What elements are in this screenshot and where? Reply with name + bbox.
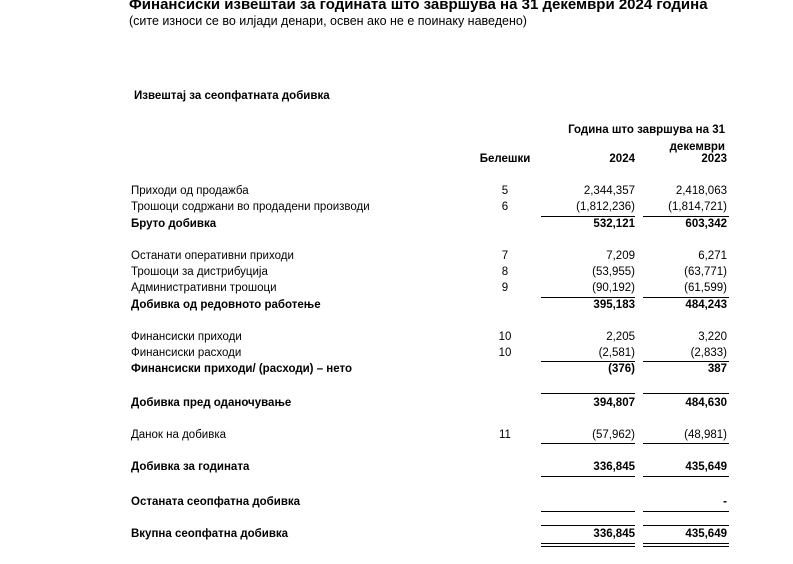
period-header-line1: Година што завршува на 31: [568, 124, 725, 136]
subtotal-rule: [643, 361, 729, 362]
row-value-2023: 484,243: [685, 299, 727, 311]
double-underline-rule: [541, 543, 635, 544]
row-value-2023: -: [723, 496, 727, 508]
subtotal-rule: [643, 511, 729, 512]
document-title: Финансиски извештаи за годината што завршува на 31 декември 2024 година: [129, 0, 708, 13]
row-label: Административни трошоци: [131, 282, 277, 294]
subtotal-rule: [541, 511, 635, 512]
double-underline-rule: [643, 546, 729, 547]
subtotal-rule: [541, 443, 635, 444]
row-value-2024: (1,812,236): [576, 201, 635, 213]
row-note: 5: [501, 185, 509, 197]
row-label: Финансиски расходи: [131, 347, 242, 359]
row-value-2024: 2,205: [606, 331, 635, 343]
row-value-2023: 603,342: [685, 218, 727, 230]
row-label: Данок на добивка: [131, 429, 227, 441]
row-value-2023: 484,630: [685, 397, 727, 409]
row-value-2024: (53,955): [592, 266, 635, 278]
row-value-2023: 435,649: [685, 528, 727, 540]
row-value-2023: (1,814,721): [668, 201, 727, 213]
table-row-total: [0, 528, 793, 544]
row-value-2024: 336,845: [593, 528, 635, 540]
row-value-2024: 7,209: [606, 250, 635, 262]
section-title: Извештај за сеопфатната добивка: [134, 90, 330, 102]
row-note: 9: [501, 282, 509, 294]
subtotal-rule: [643, 443, 729, 444]
row-label: Добивка за годината: [131, 461, 250, 473]
row-value-2024: (90,192): [592, 282, 635, 294]
row-value-2023: 6,271: [698, 250, 727, 262]
row-value-2024: (2,581): [598, 347, 635, 359]
row-note: 8: [501, 266, 509, 278]
row-note: 7: [501, 250, 509, 262]
row-note: 10: [498, 347, 512, 359]
table-row-subtotal: [0, 299, 793, 315]
row-note: 10: [498, 331, 512, 343]
year-2023-header: 2023: [701, 153, 727, 165]
row-label: Трошоци содржани во продадени производи: [131, 201, 370, 213]
row-value-2023: 435,649: [685, 461, 727, 473]
double-underline-rule: [541, 546, 635, 547]
table-row: [0, 185, 793, 201]
row-value-2024: 395,183: [593, 299, 635, 311]
row-value-2023: (48,981): [684, 429, 727, 441]
row-label: Добивка пред оданочување: [131, 397, 292, 409]
row-value-2024: (57,962): [592, 429, 635, 441]
subtotal-rule: [541, 476, 635, 477]
table-row-subtotal: [0, 461, 793, 477]
subtotal-rule: [643, 393, 729, 394]
row-value-2023: (2,833): [690, 347, 727, 359]
row-label: Добивка од редовното работење: [131, 299, 321, 311]
subtotal-rule: [643, 525, 729, 526]
row-value-2023: 3,220: [698, 331, 727, 343]
row-note: 11: [499, 429, 511, 441]
table-row: [0, 250, 793, 266]
subtotal-rule: [541, 297, 635, 298]
year-2024-header: 2024: [609, 153, 635, 165]
table-row: [0, 201, 793, 217]
subtotal-rule: [541, 361, 635, 362]
subtotal-rule: [541, 393, 635, 394]
row-label: Трошоци за дистрибуција: [131, 266, 268, 278]
row-label: Останата сеопфатна добивка: [131, 496, 301, 508]
subtotal-rule: [541, 525, 635, 526]
double-underline-rule: [643, 543, 729, 544]
row-label: Вкупна сеопфатна добивка: [131, 528, 289, 540]
row-value-2024: 394,807: [593, 397, 635, 409]
row-value-2024: 336,845: [593, 461, 635, 473]
subtotal-rule: [643, 297, 729, 298]
row-value-2023: 387: [707, 363, 727, 375]
table-row: [0, 331, 793, 347]
row-label: Приходи од продажба: [131, 185, 249, 197]
subtotal-rule: [541, 216, 635, 217]
notes-column-header: Белешки: [479, 153, 531, 165]
table-row-subtotal: [0, 496, 793, 512]
subtotal-rule: [643, 476, 729, 477]
row-label: Финансиски приходи: [131, 331, 242, 343]
period-header-line2: декември: [669, 141, 725, 153]
period-header: [525, 122, 725, 156]
subtotal-rule: [643, 216, 729, 217]
row-value-2024: 2,344,357: [583, 185, 635, 197]
table-row-subtotal: [0, 363, 793, 379]
row-label: Бруто добивка: [131, 218, 217, 230]
row-value-2023: 2,418,063: [675, 185, 727, 197]
row-note: 6: [501, 201, 509, 213]
table-row-subtotal: [0, 397, 793, 413]
table-row: [0, 266, 793, 282]
row-label: Финансиски приходи/ (расходи) – нето: [131, 363, 352, 375]
row-value-2023: (61,599): [684, 282, 727, 294]
document-subtitle: (сите износи се во илјади денари, освен ако не е поинаку наведено): [129, 14, 527, 28]
table-row-subtotal: [0, 218, 793, 234]
row-value-2024: (376): [608, 363, 635, 375]
row-label: Останати оперативни приходи: [131, 250, 294, 262]
row-value-2023: (63,771): [684, 266, 727, 278]
row-value-2024: 532,121: [593, 218, 635, 230]
table-row: [0, 282, 793, 298]
